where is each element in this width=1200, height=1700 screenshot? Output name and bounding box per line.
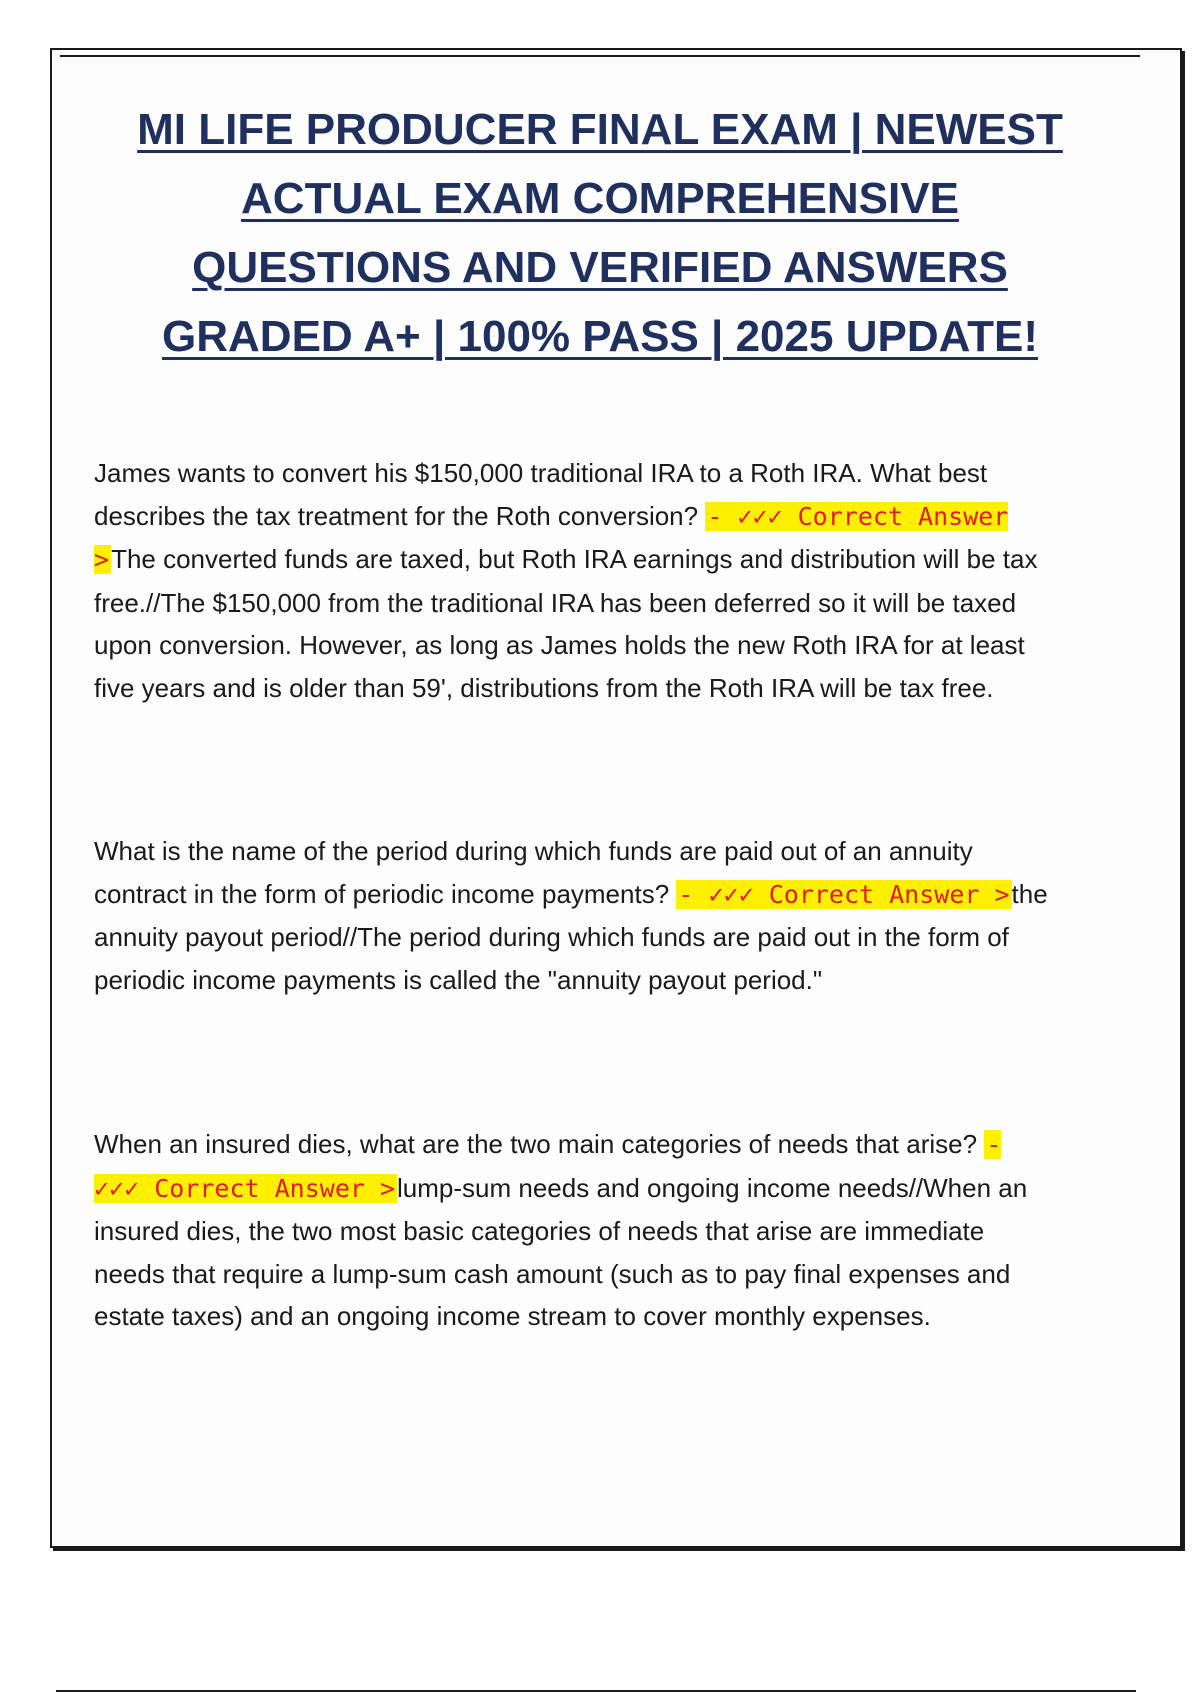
top-rule-divider — [60, 55, 1140, 57]
correct-answer-marker: - ✓✓✓ Correct Answer > — [94, 1130, 1002, 1203]
question-text: James wants to convert his $150,000 traditional IRA to a Roth IRA. What best describes the tax treatment for the Roth conversion? — [94, 458, 988, 531]
qa-item — [94, 1123, 1054, 1338]
question-text: What is the name of the period during which funds are paid out of an annuity contract in the form of periodic income payments? — [94, 836, 973, 909]
answer-text: lump-sum needs and ongoing income needs//When an insured dies, the two most basic categories of needs that arise are immediate needs that require a lump-sum cash amount (such as to pay final expenses and estate taxes) and an ongoing income stream to cover monthly expenses. — [94, 1172, 1028, 1331]
title-line: QUESTIONS AND VERIFIED ANSWERS — [192, 243, 1008, 292]
correct-answer-marker: - ✓✓✓ Correct Answer > — [678, 879, 1010, 909]
document-title — [80, 95, 1120, 371]
answer-text: the annuity payout period//The period during which funds are paid out in the form of periodic income payments is called the "annuity payout period." — [94, 878, 1048, 995]
qa-item — [94, 452, 1054, 709]
title-line: MI LIFE PRODUCER FINAL EXAM | NEWEST — [137, 105, 1063, 154]
answer-text: The converted funds are taxed, but Roth IRA earnings and distribution will be tax free.//The $150,000 from the traditional IRA has been deferred so it will be taxed upon conversion. However, as long as James holds the new Roth IRA for at least five years and is older than 59', distributions from the Roth IRA will be tax free. — [94, 544, 1038, 703]
title-line: GRADED A+ | 100% PASS | 2025 UPDATE! — [162, 312, 1038, 361]
qa-item — [94, 830, 1054, 1001]
correct-answer-marker: - ✓✓✓ Correct Answer > — [94, 501, 1009, 574]
question-text: When an insured dies, what are the two main categories of needs that arise? — [94, 1129, 978, 1159]
bottom-rule-divider — [56, 1690, 1136, 1692]
title-line: ACTUAL EXAM COMPREHENSIVE — [241, 174, 959, 223]
